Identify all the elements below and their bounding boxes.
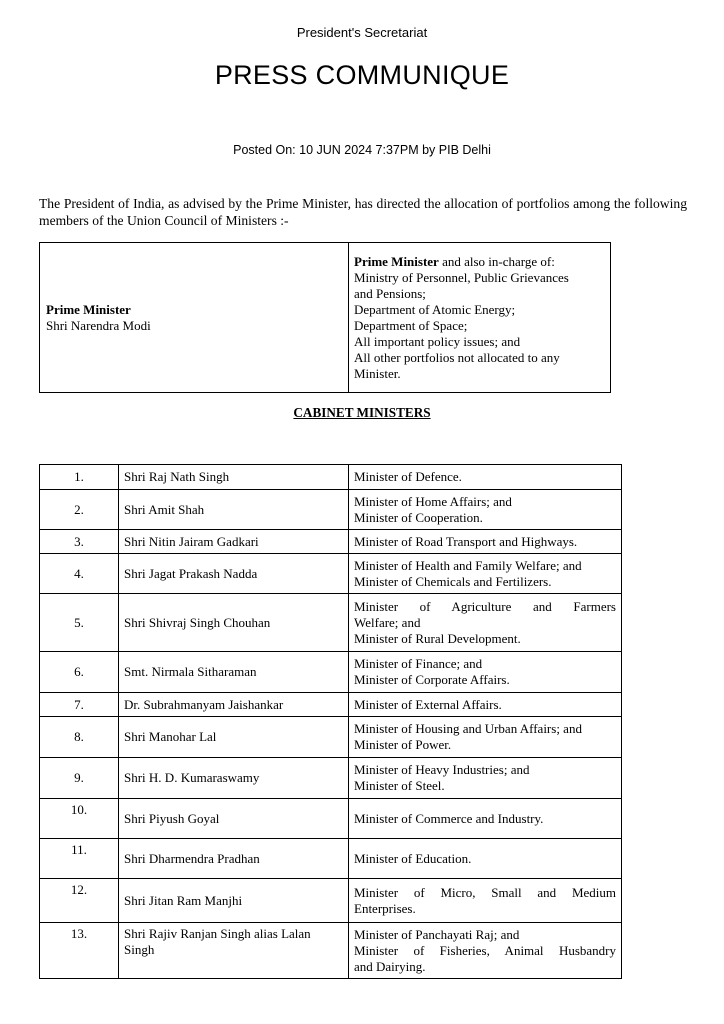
prime-minister-role: Prime Minister [46, 301, 131, 317]
portfolio-line: Minister. [354, 365, 401, 381]
portfolio-line: Minister of Chemicals and Fertilizers. [354, 573, 552, 589]
portfolio-line: Minister of Rural Development. [354, 630, 521, 646]
prime-minister-table [39, 242, 611, 393]
table-row [40, 717, 622, 758]
portfolio-line: Department of Atomic Energy; [354, 301, 516, 317]
table-row [40, 594, 622, 652]
table-row [40, 839, 622, 879]
row-number: 1. [40, 465, 119, 490]
cabinet-ministers-table [39, 464, 622, 979]
row-number: 3. [40, 530, 119, 554]
portfolio-line: Minister of Cooperation. [354, 509, 483, 525]
table-row [40, 490, 622, 530]
portfolio-line: and Pensions; [354, 285, 426, 301]
row-number: 13. [40, 923, 119, 979]
minister-name: Shri Rajiv Ranjan Singh alias Lalan Singh [119, 923, 349, 979]
portfolio-line: Minister of Home Affairs; and [354, 493, 512, 509]
prime-minister-name: Shri Narendra Modi [46, 317, 151, 333]
row-number: 7. [40, 693, 119, 717]
minister-portfolio [349, 693, 622, 717]
prime-minister-row [40, 243, 611, 393]
minister-portfolio [349, 923, 622, 979]
minister-name: Shri Shivraj Singh Chouhan [119, 594, 349, 652]
row-number: 4. [40, 554, 119, 594]
portfolio-line: Minister of Corporate Affairs. [354, 672, 510, 687]
portfolio-line: Minister of External Affairs. [354, 696, 502, 712]
portfolio-line: Ministry of Personnel, Public Grievances [354, 269, 569, 285]
table-row [40, 554, 622, 594]
page-title: PRESS COMMUNIQUE [214, 60, 510, 90]
table-row [40, 799, 622, 839]
row-number: 10. [40, 799, 119, 839]
portfolio-heading: Prime Minister [354, 253, 439, 269]
minister-portfolio [349, 717, 622, 758]
row-number: 11. [40, 839, 119, 879]
minister-name: Shri H. D. Kumaraswamy [119, 758, 349, 799]
portfolio-line: Minister of Housing and Urban Affairs; and [354, 721, 582, 736]
table-row [40, 652, 622, 693]
portfolio-line: Minister of Steel. [354, 778, 445, 793]
portfolio-line: Minister of Power. [354, 737, 452, 752]
row-number: 9. [40, 758, 119, 799]
minister-portfolio [349, 799, 622, 839]
minister-portfolio [349, 465, 622, 490]
row-number: 2. [40, 490, 119, 530]
portfolio-line: Enterprises. [354, 900, 416, 916]
minister-portfolio [349, 879, 622, 923]
row-number: 12. [40, 879, 119, 923]
portfolio-line: and Dairying. [354, 958, 426, 974]
portfolio-line: Minister of Health and Family Welfare; and [354, 557, 582, 573]
row-number: 6. [40, 652, 119, 693]
minister-name: Shri Manohar Lal [119, 717, 349, 758]
portfolio-line: Minister of Fisheries, Animal Husbandry [354, 942, 616, 958]
portfolio-line: Minister of Heavy Industries; and [354, 762, 530, 777]
minister-portfolio [349, 758, 622, 799]
minister-portfolio [349, 530, 622, 554]
minister-name: Shri Piyush Goyal [119, 799, 349, 839]
portfolio-line: Minister of Education. [354, 850, 472, 866]
minister-name: Shri Raj Nath Singh [119, 465, 349, 490]
posted-date: Posted On: 10 JUN 2024 7:37PM by PIB Delhi [233, 143, 491, 157]
portfolio-line: Department of Space; [354, 317, 468, 333]
minister-name: Shri Nitin Jairam Gadkari [119, 530, 349, 554]
table-row [40, 693, 622, 717]
prime-minister-cell [40, 243, 349, 393]
minister-portfolio [349, 490, 622, 530]
portfolio-line: Minister of Commerce and Industry. [354, 810, 544, 826]
row-number: 5. [40, 594, 119, 652]
minister-portfolio [349, 594, 622, 652]
table-row [40, 923, 622, 979]
portfolio-line: All important policy issues; and [354, 333, 521, 349]
prime-minister-portfolio [349, 243, 611, 393]
portfolio-line: Minister of Micro, Small and Medium [354, 884, 616, 900]
cabinet-heading: CABINET MINISTERS [293, 405, 431, 420]
portfolio-heading-suffix: and also in-charge of: [438, 253, 555, 269]
portfolio-line: Minister of Road Transport and Highways. [354, 533, 578, 549]
portfolio-line: Welfare; and [354, 614, 421, 630]
minister-portfolio [349, 554, 622, 594]
portfolio-line: Minister of Defence. [354, 469, 462, 484]
minister-name: Shri Amit Shah [119, 490, 349, 530]
row-number: 8. [40, 717, 119, 758]
portfolio-line: Minister of Panchayati Raj; and [354, 926, 520, 942]
secretariat-label: President's Secretariat [296, 25, 428, 40]
minister-name: Dr. Subrahmanyam Jaishankar [119, 693, 349, 717]
minister-portfolio [349, 652, 622, 693]
table-row [40, 530, 622, 554]
minister-name: Shri Jitan Ram Manjhi [119, 879, 349, 923]
table-row [40, 465, 622, 490]
portfolio-line: Minister of Agriculture and Farmers [354, 598, 616, 614]
minister-portfolio [349, 839, 622, 879]
intro-paragraph: The President of India, as advised by the Prime Minister, has directed the allocation of portfolios among the following members of the Union Council of Ministers :- [39, 196, 687, 228]
table-row [40, 758, 622, 799]
minister-name: Shri Dharmendra Pradhan [119, 839, 349, 879]
minister-name: Shri Jagat Prakash Nadda [119, 554, 349, 594]
minister-name: Smt. Nirmala Sitharaman [119, 652, 349, 693]
table-row [40, 879, 622, 923]
portfolio-line: All other portfolios not allocated to any [354, 349, 560, 365]
portfolio-line: Minister of Finance; and [354, 656, 483, 671]
